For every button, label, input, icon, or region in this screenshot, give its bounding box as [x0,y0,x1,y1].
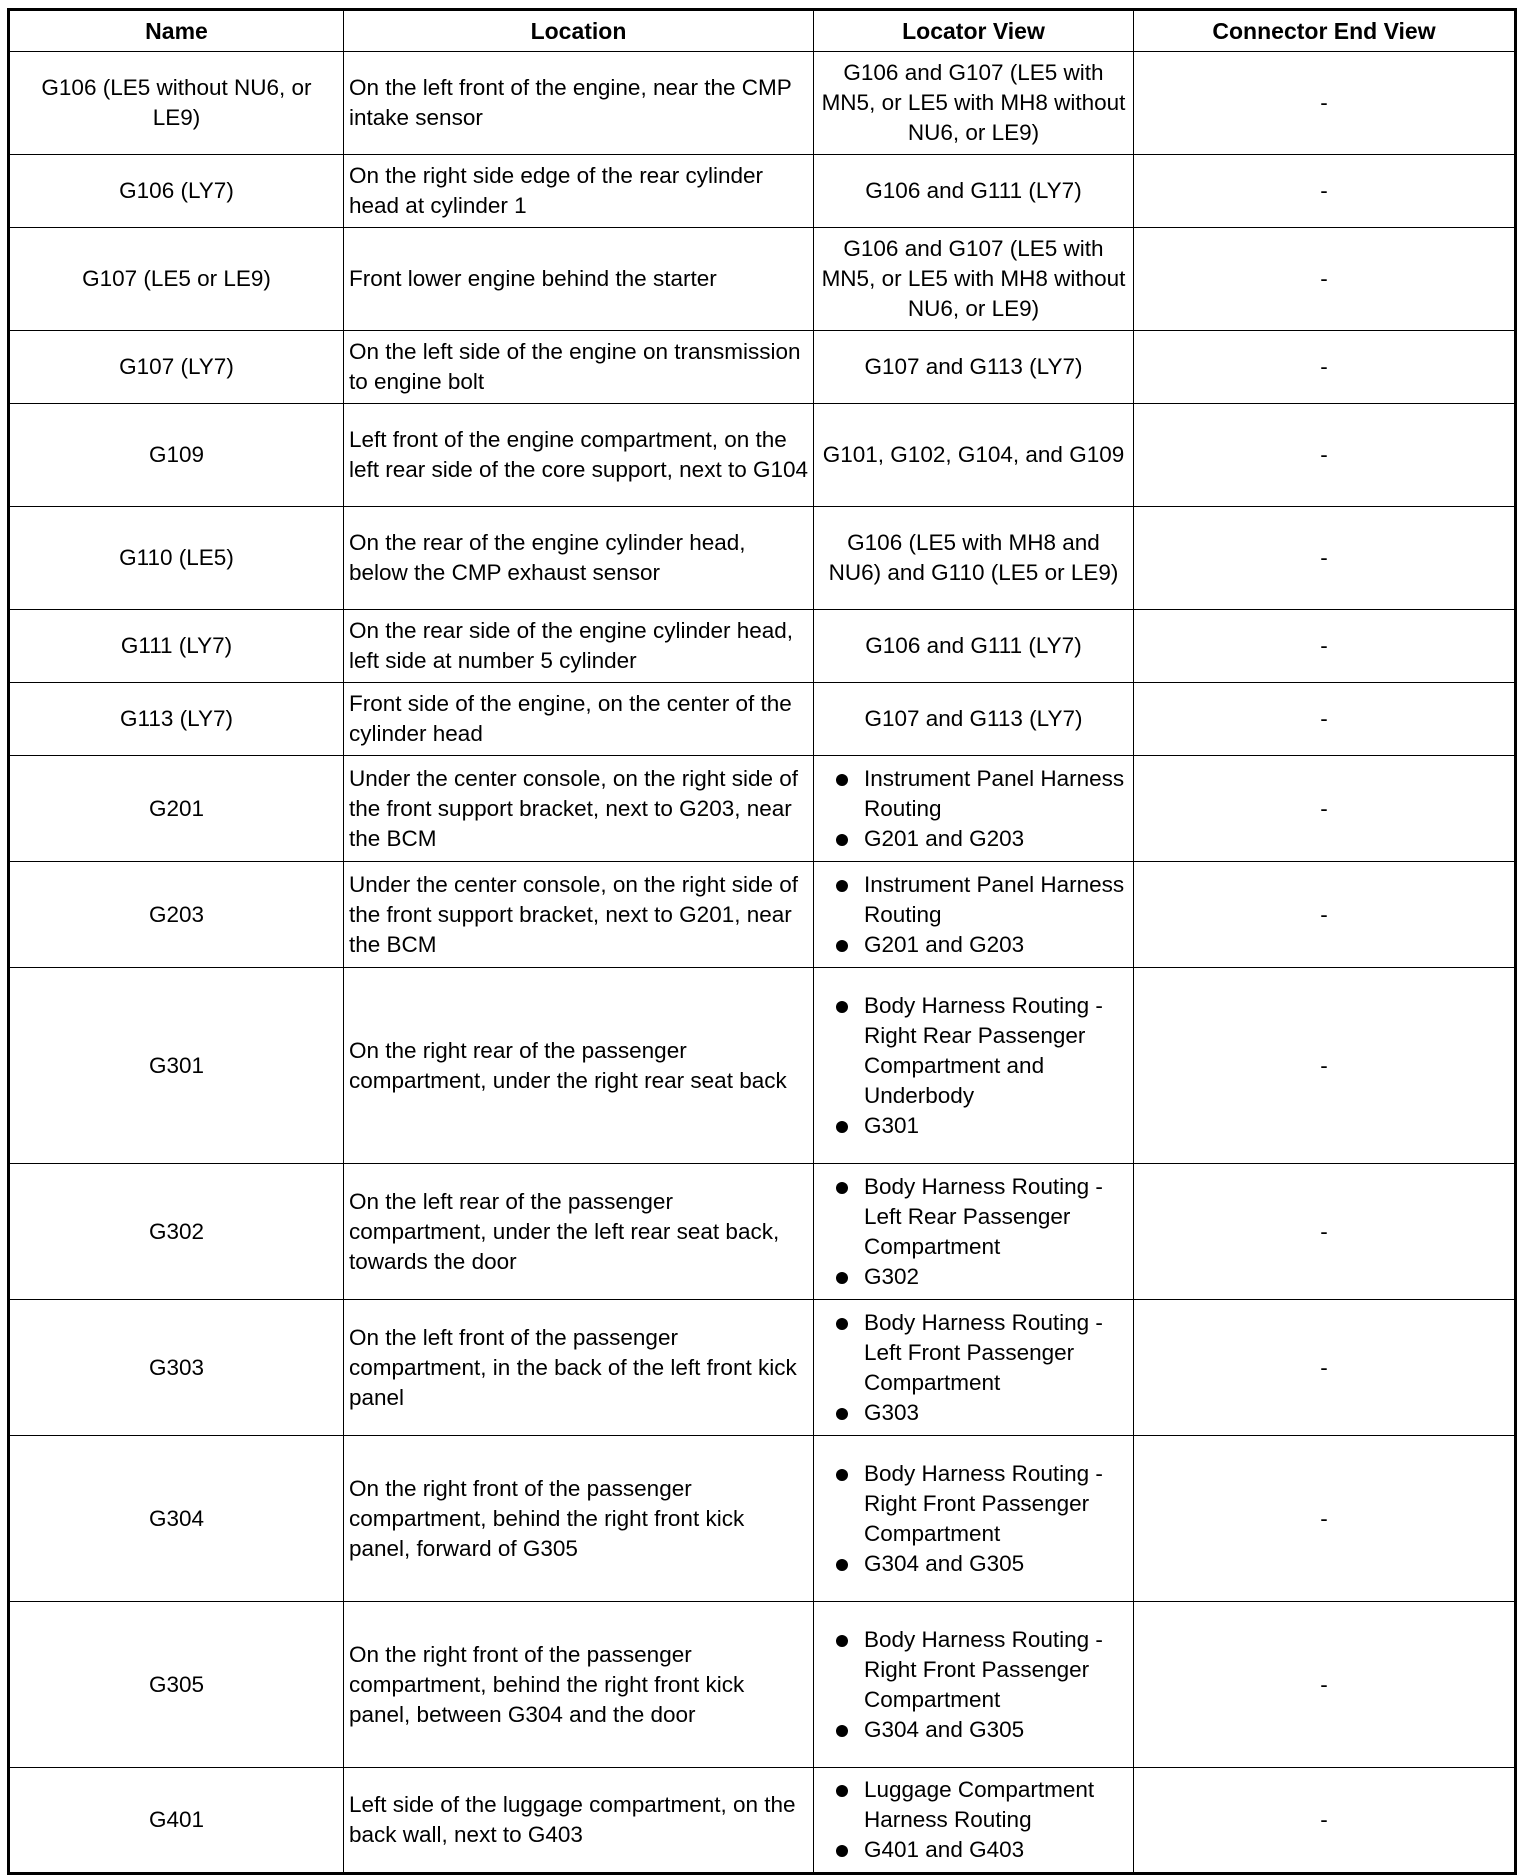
ground-location: On the right rear of the passenger compartment, under the right rear seat back [344,968,814,1164]
locator-view-link[interactable]: G304 and G305 [828,1549,1131,1579]
ground-location: Left front of the engine compartment, on the left rear side of the core support, next to G104 [344,404,814,507]
connector-end-view: - [1134,1300,1516,1436]
table-row [9,683,1516,756]
table-row [9,404,1516,507]
locator-view-link[interactable]: G106 and G107 (LE5 with MN5, or LE5 with MH8 without NU6, or LE9) [814,228,1134,331]
table-row [9,1164,1516,1300]
ground-name: G303 [9,1300,344,1436]
connector-end-view: - [1134,228,1516,331]
locator-view-link[interactable]: Body Harness Routing - Right Rear Passenger Compartment and Underbody [828,991,1131,1111]
locator-view-cell [814,1300,1134,1436]
ground-name: G305 [9,1602,344,1768]
locator-view-link[interactable]: G201 and G203 [828,930,1131,960]
locator-view-link[interactable]: G107 and G113 (LY7) [814,683,1134,756]
header-connector-end-view: Connector End View [1134,10,1516,52]
ground-name: G201 [9,756,344,862]
table-row [9,1300,1516,1436]
locator-view-link[interactable]: Body Harness Routing - Right Front Passenger Compartment [828,1459,1131,1549]
connector-end-view: - [1134,756,1516,862]
locator-view-link[interactable]: Instrument Panel Harness Routing [828,870,1131,930]
locator-view-link[interactable]: Body Harness Routing - Left Front Passenger Compartment [828,1308,1131,1398]
connector-end-view: - [1134,1602,1516,1768]
connector-end-view: - [1134,404,1516,507]
locator-view-link[interactable]: G302 [828,1262,1131,1292]
ground-location: On the right front of the passenger compartment, behind the right front kick panel, between G304 and the door [344,1602,814,1768]
locator-view-list [828,991,1131,1141]
table-row [9,756,1516,862]
table-row [9,1602,1516,1768]
ground-name: G203 [9,862,344,968]
ground-name: G109 [9,404,344,507]
locator-view-list [828,1172,1131,1292]
header-location: Location [344,10,814,52]
ground-location: On the left rear of the passenger compartment, under the left rear seat back, towards the door [344,1164,814,1300]
ground-location: On the rear of the engine cylinder head, below the CMP exhaust sensor [344,507,814,610]
ground-name: G111 (LY7) [9,610,344,683]
table-row [9,52,1516,155]
connector-end-view: - [1134,1164,1516,1300]
ground-location: On the right front of the passenger compartment, behind the right front kick panel, forward of G305 [344,1436,814,1602]
ground-name: G301 [9,968,344,1164]
ground-locations-table [7,8,1517,1875]
ground-locations-table-wrapper [7,8,1517,1875]
ground-location: Left side of the luggage compartment, on the back wall, next to G403 [344,1768,814,1874]
locator-view-cell [814,1768,1134,1874]
locator-view-link[interactable]: G106 and G111 (LY7) [814,155,1134,228]
header-row [9,10,1516,52]
ground-location: On the rear side of the engine cylinder head, left side at number 5 cylinder [344,610,814,683]
connector-end-view: - [1134,155,1516,228]
table-row [9,610,1516,683]
ground-name: G107 (LE5 or LE9) [9,228,344,331]
ground-name: G113 (LY7) [9,683,344,756]
ground-location: On the right side edge of the rear cylinder head at cylinder 1 [344,155,814,228]
table-row [9,1768,1516,1874]
ground-location: Front side of the engine, on the center of the cylinder head [344,683,814,756]
locator-view-list [828,870,1131,960]
ground-name: G302 [9,1164,344,1300]
ground-name: G107 (LY7) [9,331,344,404]
ground-name: G110 (LE5) [9,507,344,610]
locator-view-cell [814,1602,1134,1768]
locator-view-list [828,1459,1131,1579]
locator-view-link[interactable]: Body Harness Routing - Right Front Passenger Compartment [828,1625,1131,1715]
locator-view-link[interactable]: G401 and G403 [828,1835,1131,1865]
locator-view-link[interactable]: G301 [828,1111,1131,1141]
connector-end-view: - [1134,683,1516,756]
locator-view-list [828,1775,1131,1865]
locator-view-cell [814,1164,1134,1300]
header-locator-view: Locator View [814,10,1134,52]
table-row [9,155,1516,228]
locator-view-link[interactable]: G106 (LE5 with MH8 and NU6) and G110 (LE5 or LE9) [814,507,1134,610]
locator-view-link[interactable]: Luggage Compartment Harness Routing [828,1775,1131,1835]
locator-view-cell [814,1436,1134,1602]
connector-end-view: - [1134,1436,1516,1602]
locator-view-link[interactable]: G304 and G305 [828,1715,1131,1745]
ground-location: Under the center console, on the right side of the front support bracket, next to G203, near the BCM [344,756,814,862]
connector-end-view: - [1134,507,1516,610]
ground-name: G106 (LE5 without NU6, or LE9) [9,52,344,155]
connector-end-view: - [1134,968,1516,1164]
locator-view-link[interactable]: G101, G102, G104, and G109 [814,404,1134,507]
ground-name: G401 [9,1768,344,1874]
locator-view-cell [814,862,1134,968]
table-row [9,228,1516,331]
header-name: Name [9,10,344,52]
locator-view-link[interactable]: Instrument Panel Harness Routing [828,764,1131,824]
table-row [9,968,1516,1164]
table-row [9,331,1516,404]
ground-location: On the left side of the engine on transmission to engine bolt [344,331,814,404]
locator-view-link[interactable]: G107 and G113 (LY7) [814,331,1134,404]
ground-location: Front lower engine behind the starter [344,228,814,331]
connector-end-view: - [1134,1768,1516,1874]
table-row [9,862,1516,968]
locator-view-cell [814,968,1134,1164]
locator-view-link[interactable]: G106 and G111 (LY7) [814,610,1134,683]
table-row [9,507,1516,610]
ground-location: On the left front of the engine, near the CMP intake sensor [344,52,814,155]
connector-end-view: - [1134,610,1516,683]
ground-location: On the left front of the passenger compartment, in the back of the left front kick panel [344,1300,814,1436]
locator-view-list [828,1625,1131,1745]
locator-view-cell [814,756,1134,862]
connector-end-view: - [1134,862,1516,968]
locator-view-link[interactable]: G303 [828,1398,1131,1428]
ground-name: G304 [9,1436,344,1602]
connector-end-view: - [1134,52,1516,155]
locator-view-link[interactable]: G201 and G203 [828,824,1131,854]
locator-view-link[interactable]: G106 and G107 (LE5 with MN5, or LE5 with MH8 without NU6, or LE9) [814,52,1134,155]
ground-name: G106 (LY7) [9,155,344,228]
locator-view-list [828,1308,1131,1428]
locator-view-list [828,764,1131,854]
table-row [9,1436,1516,1602]
connector-end-view: - [1134,331,1516,404]
locator-view-link[interactable]: Body Harness Routing - Left Rear Passenger Compartment [828,1172,1131,1262]
ground-location: Under the center console, on the right side of the front support bracket, next to G201, near the BCM [344,862,814,968]
